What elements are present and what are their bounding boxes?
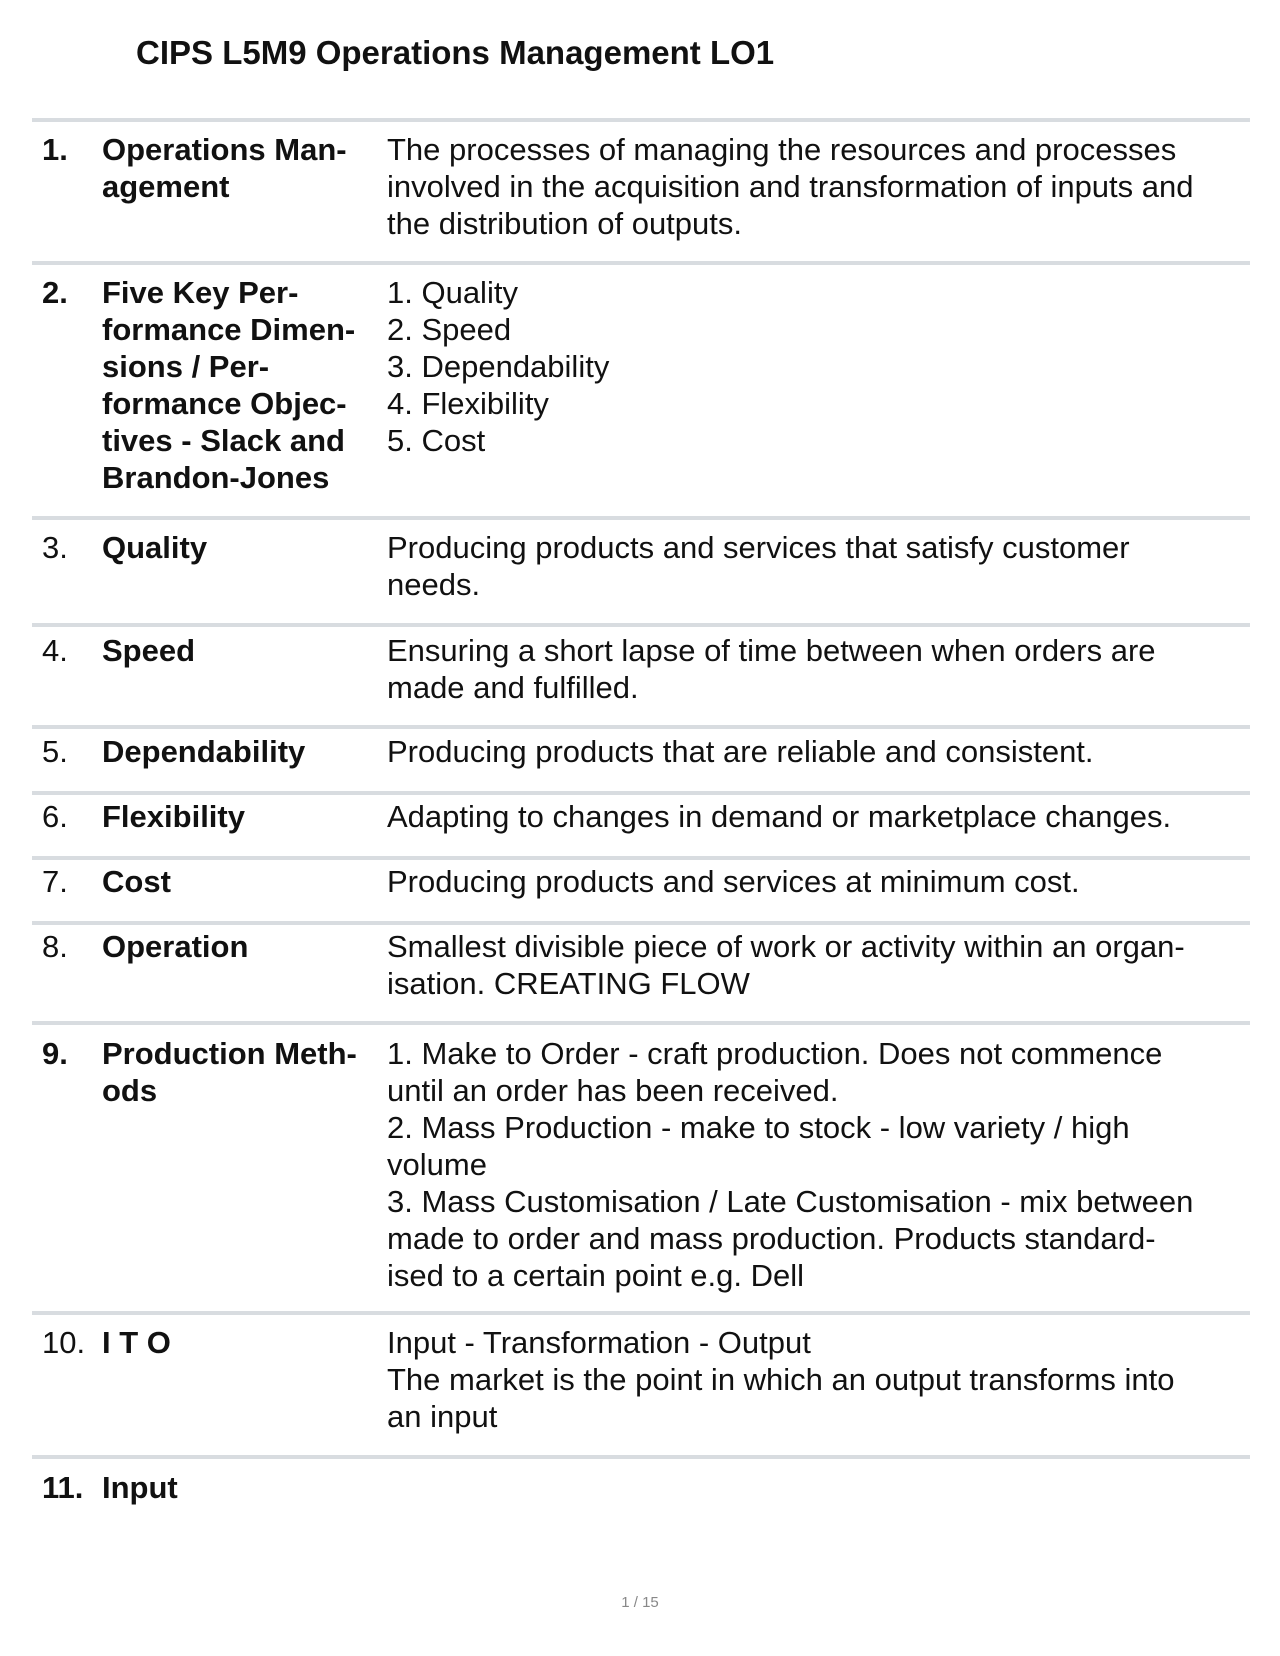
row-number: 9.: [42, 1036, 68, 1071]
page-number: 1 / 15: [621, 1594, 659, 1611]
page-title: CIPS L5M9 Operations Management LO1: [136, 34, 775, 71]
row-number: 8.: [42, 929, 68, 964]
row-definition: Producing products and services that satisfy customer needs.: [387, 530, 1130, 602]
row-term: Production Meth- ods: [102, 1036, 357, 1108]
row-definition: Producing products that are reliable and consistent.: [387, 734, 1094, 769]
row-term: Flexibility: [102, 799, 245, 834]
row-definition: 1. Quality 2. Speed 3. Dependability 4. Flexibility 5. Cost: [387, 275, 610, 458]
divider: [32, 1311, 1250, 1315]
row-definition: Smallest divisible piece of work or activity within an organ- isation. CREATING FLOW: [387, 929, 1185, 1001]
divider: [32, 791, 1250, 795]
row-term: Input: [102, 1470, 178, 1505]
divider: [32, 118, 1250, 122]
divider: [32, 921, 1250, 925]
row-number: 7.: [42, 864, 68, 899]
row-term: Operation: [102, 929, 249, 964]
row-term: Dependability: [102, 734, 306, 769]
row-number: 2.: [42, 275, 68, 310]
row-number: 3.: [42, 530, 68, 565]
row-definition: Producing products and services at minimum cost.: [387, 864, 1080, 899]
divider: [32, 623, 1250, 627]
row-term: Speed: [102, 633, 196, 668]
row-number: 10.: [42, 1325, 86, 1360]
row-number: 5.: [42, 734, 68, 769]
divider: [32, 516, 1250, 520]
row-term: Quality: [102, 530, 208, 565]
row-definition: 1. Make to Order - craft production. Does not commence until an order has been received. 2. Mass Production - make to stock - low variety / high volume 3. Mass Customisation / Late Customisation - mix between made to order and mass production. Products standard- ised to a certain point e.g. Dell: [387, 1036, 1194, 1293]
row-definition: Adapting to changes in demand or marketplace changes.: [387, 799, 1172, 834]
divider: [32, 1455, 1250, 1459]
row-number: 1.: [42, 132, 68, 167]
row-definition: Input - Transformation - Output The market is the point in which an output transforms into an input: [387, 1325, 1175, 1434]
row-term: I T O: [102, 1325, 171, 1360]
row-term: Five Key Per- formance Dimen- sions / Per- formance Objec- tives - Slack and Brandon-Jones: [102, 275, 356, 495]
divider: [32, 725, 1250, 729]
row-definition: The processes of managing the resources and processes involved in the acquisition and transformation of inputs and the distribution of outputs.: [387, 132, 1194, 241]
row-number: 6.: [42, 799, 68, 834]
divider: [32, 261, 1250, 265]
row-term: Operations Man- agement: [102, 132, 347, 204]
row-number: 4.: [42, 633, 68, 668]
row-number: 11.: [42, 1470, 84, 1505]
divider: [32, 1021, 1250, 1025]
row-term: Cost: [102, 864, 171, 899]
divider: [32, 856, 1250, 860]
row-definition: Ensuring a short lapse of time between when orders are made and fulfilled.: [387, 633, 1156, 705]
